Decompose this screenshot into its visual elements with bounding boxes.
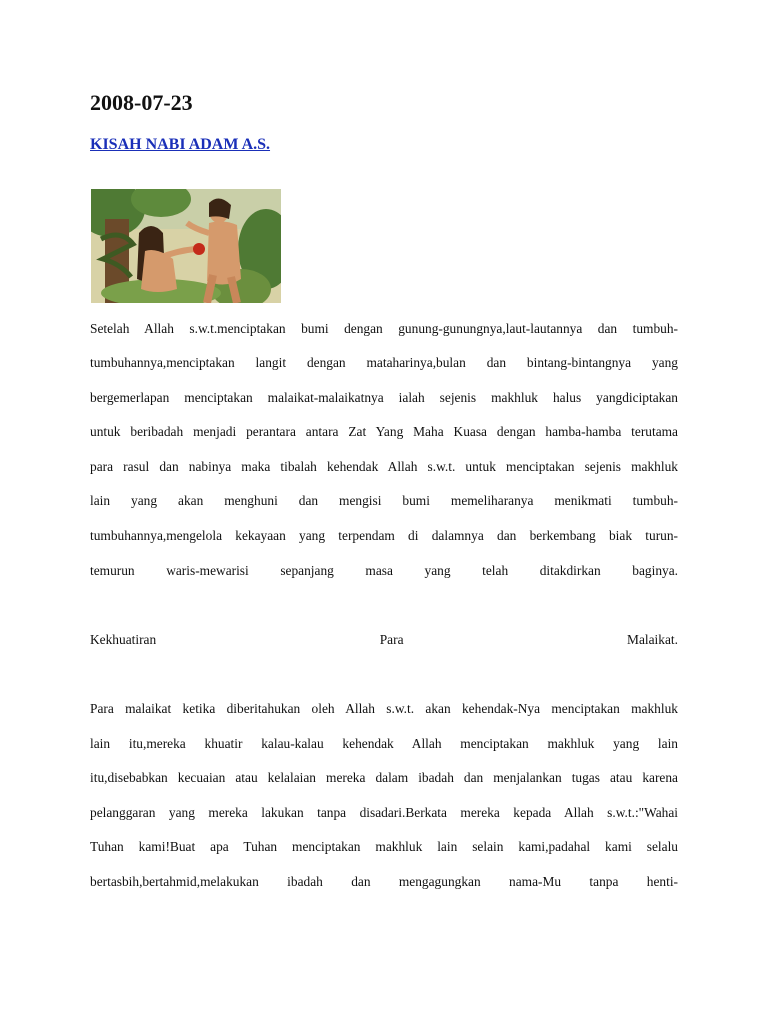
text-line: itu,disebabkan kecuaian atau kelalaian mereka dalam ibadah dan menjalankan tugas atau karena [90, 770, 678, 785]
text-line: lain itu,mereka khuatir kalau-kalau kehendak Allah menciptakan makhluk yang lain [90, 736, 678, 751]
text-line: pelanggaran yang mereka lakukan tanpa disadari.Berkata mereka kepada Allah s.w.t.:"Wahai [90, 805, 678, 820]
text-line: lain yang akan menghuni dan mengisi bumi memeliharanya menikmati tumbuh- [90, 493, 678, 508]
text-line: Setelah Allah s.w.t.menciptakan bumi dengan gunung-gunungnya,laut-lautannya dan tumbuh- [90, 321, 678, 336]
article-title-link[interactable]: KISAH NABI ADAM A.S. [90, 136, 271, 153]
text-line: untuk beribadah menjadi perantara antara Zat Yang Maha Kuasa dengan hamba-hamba terutama [90, 424, 678, 439]
text-line: para rasul dan nabinya maka tibalah kehendak Allah s.w.t. untuk menciptakan sejenis makhluk [90, 459, 678, 474]
text-line: tumbuhannya,mengelola kekayaan yang terpendam di dalamnya dan berkembang biak turun- [90, 528, 678, 543]
text-line: bergemerlapan menciptakan malaikat-malaikatnya ialah sejenis makhluk halus yangdiciptakan [90, 390, 678, 405]
text-line: Tuhan kami!Buat apa Tuhan menciptakan makhluk lain selain kami,padahal kami selalu [90, 839, 678, 854]
section-heading: Kekhuatiran Para Malaikat. [90, 632, 678, 647]
adam-eve-image [91, 189, 281, 303]
post-date: 2008-07-23 [90, 90, 193, 115]
text-line: tumbuhannya,menciptakan langit dengan mataharinya,bulan dan bintang-bintangnya yang [90, 355, 678, 370]
adam-eve-painting-icon [91, 189, 281, 303]
text-line: bertasbih,bertahmid,melakukan ibadah dan mengagungkan nama-Mu tanpa henti- [90, 874, 678, 889]
text-line: temurun waris-mewarisi sepanjang masa yang telah ditakdirkan baginya. [90, 563, 678, 578]
text-line: Para malaikat ketika diberitahukan oleh Allah s.w.t. akan kehendak-Nya menciptakan makhluk [90, 701, 678, 716]
